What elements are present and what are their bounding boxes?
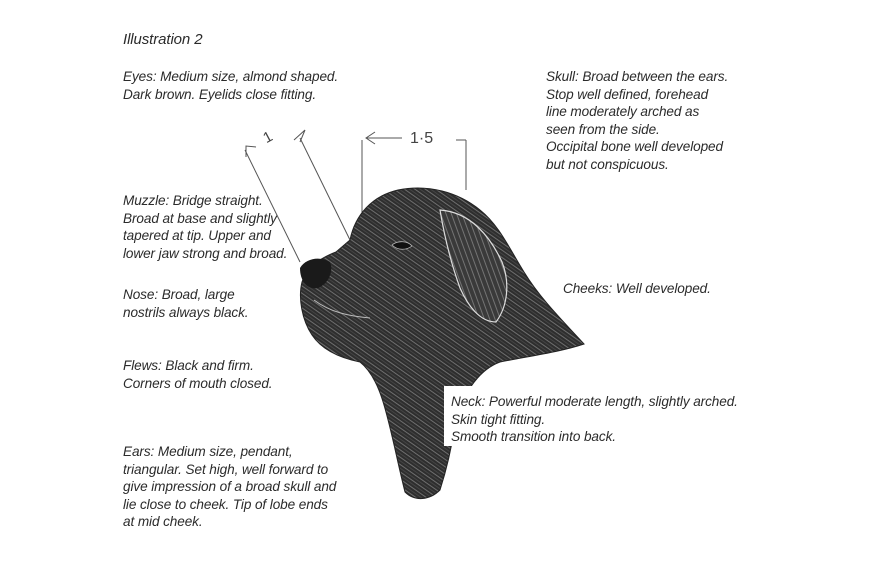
skull-ratio-label: 1·5: [410, 130, 434, 147]
neck-label: Neck: Powerful moderate length, slightly arched. Skin tight fitting. Smooth transition into back.: [451, 394, 738, 445]
flews-label: Flews: Black and firm. Corners of mouth closed.: [123, 358, 273, 391]
skull-label: Skull: Broad between the ears. Stop well defined, forehead line moderately arched as seen from the side. Occipital bone well developed but not conspicuous.: [546, 69, 729, 172]
muzzle-label: Muzzle: Bridge straight. Broad at base and slightly tapered at tip. Upper and lower jaw strong and broad.: [123, 193, 288, 261]
eyes-label: Eyes: Medium size, almond shaped. Dark brown. Eyelids close fitting.: [123, 69, 339, 102]
dog-head-illustration: [300, 188, 584, 499]
cheeks-label: Cheeks: Well developed.: [563, 281, 711, 296]
illustration-title: Illustration 2: [123, 31, 203, 48]
ears-label: Ears: Medium size, pendant, triangular. Set high, well forward to give impression of a broad skull and lie close to cheek. Tip of lobe ends at mid cheek.: [123, 444, 337, 530]
muzzle-ratio-label: 1: [260, 128, 276, 147]
nose-label: Nose: Broad, large nostrils always black.: [123, 287, 249, 320]
